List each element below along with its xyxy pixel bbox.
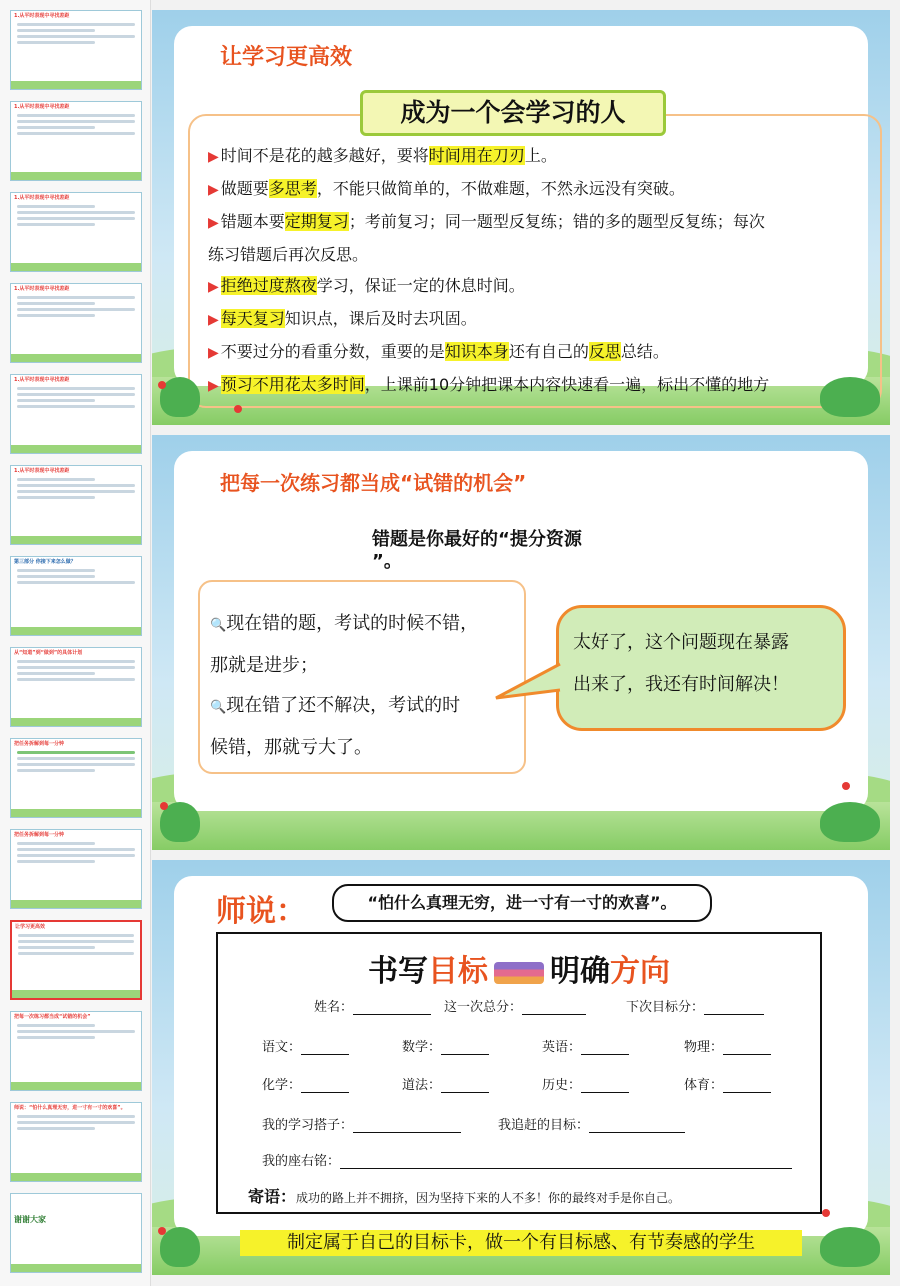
slide-thumbnail-panel — [0, 0, 151, 1286]
bullet-item: ▶ 时间不是花的越多越好，要将时间用在刀刃上。 — [208, 146, 557, 165]
thumbnail-title: 让学习更高效 — [15, 924, 46, 930]
chinese-field[interactable]: 语文： — [262, 1036, 349, 1055]
bullet-item: ▶ 预习不用花太多时间，上课前10分钟把课本内容快速看一遍，标出不懂的地方 — [208, 375, 770, 394]
thumbnail-title: 1.从平时表现中寻找差距 — [14, 286, 70, 292]
goal-card — [216, 932, 822, 1214]
statement-card — [198, 580, 526, 774]
footer-slogan: 制定属于自己的目标卡，做一个有目标感、有节奏感的学生 — [240, 1230, 802, 1256]
slide-thumbnail[interactable] — [10, 1102, 142, 1182]
name-field[interactable]: 姓名： — [314, 996, 431, 1015]
goal-card-title: 书写目标 明确方向 — [368, 954, 670, 989]
slide-heading: 师说： — [216, 894, 306, 929]
chase-target-field[interactable]: 我追赶的目标： — [498, 1114, 685, 1133]
thumbnail-title: 1.从平时表现中寻找差距 — [14, 104, 70, 110]
books-icon — [494, 962, 544, 984]
slide-heading: 把每一次练习都当成“试错的机会” — [220, 471, 527, 495]
bullet-item: ▶ 做题要多思考，不能只做简单的，不做难题，不然永远没有突破。 — [208, 179, 685, 198]
bullet-item-cont: 练习错题后再次反思。 — [208, 245, 369, 264]
thumbnail-title: 把任务拆解到每一分钟 — [14, 832, 65, 838]
bullet-list — [208, 140, 858, 402]
slide-thumbnail[interactable] — [10, 556, 142, 636]
slide-thumbnail[interactable] — [10, 101, 142, 181]
subheading: 错题是你最好的“提分资源 — [372, 529, 582, 550]
chemistry-field[interactable]: 化学： — [262, 1074, 349, 1093]
history-field[interactable]: 历史： — [542, 1074, 629, 1093]
message-line: 寄语：成功的路上并不拥挤，因为坚持下来的人不多！你的最终对手是你自己。 — [248, 1187, 681, 1206]
bullet-item: ▶ 不要过分的看重分数，重要的是知识本身还有自己的反思总结。 — [208, 342, 669, 361]
physics-field[interactable]: 物理： — [684, 1036, 771, 1055]
english-field[interactable]: 英语： — [542, 1036, 629, 1055]
slide-1 — [152, 10, 890, 425]
slide-thumbnail[interactable] — [10, 283, 142, 363]
study-partner-field[interactable]: 我的学习搭子： — [262, 1114, 461, 1133]
thumbnail-title: 从“知道”到“做到”的具体计划 — [14, 650, 83, 656]
thumbnail-title: 1.从平时表现中寻找差距 — [14, 195, 70, 201]
bubble-line: 太好了，这个问题现在暴露 — [573, 632, 789, 653]
subheading-cont: ”。 — [372, 551, 402, 572]
slide-thumbnail[interactable] — [10, 374, 142, 454]
this-score-field[interactable]: 这一次总分： — [444, 996, 586, 1015]
bullet-item: ▶ 错题本要定期复习；考前复习；同一题型反复练；错的多的题型反复练；每次 — [208, 212, 765, 231]
statement-line: 候错，那就亏大了。 — [210, 737, 372, 758]
slide-thumbnail[interactable] — [10, 647, 142, 727]
slide-thumbnail-active[interactable] — [10, 920, 142, 1000]
slide-thumbnail[interactable] — [10, 10, 142, 90]
statement-line: 那就是进步； — [210, 655, 318, 676]
bullet-item: ▶ 拒绝过度熬夜学习，保证一定的休息时间。 — [208, 276, 525, 295]
quote-bubble: “怕什么真理无穷，进一寸有一寸的欢喜”。 — [332, 884, 712, 922]
math-field[interactable]: 数学： — [402, 1036, 489, 1055]
thumbnail-title: 1.从平时表现中寻找差距 — [14, 13, 70, 19]
slide-thumbnail[interactable] — [10, 1193, 142, 1273]
bubble-line: 出来了，我还有时间解决！ — [573, 674, 789, 695]
slide-thumbnail[interactable] — [10, 1011, 142, 1091]
slide-banner: 成为一个会学习的人 — [360, 90, 666, 136]
statement-line: 🔍现在错的题，考试的时候不错， — [210, 613, 479, 634]
slide-thumbnail[interactable] — [10, 738, 142, 818]
morality-field[interactable]: 道法： — [402, 1074, 489, 1093]
next-score-field[interactable]: 下次目标分： — [626, 996, 764, 1015]
thumbnail-title: 把任务拆解到每一分钟 — [14, 741, 65, 747]
thumbnail-title: 第三部分 你接下来怎么做？ — [14, 559, 76, 565]
statement-line: 🔍现在错了还不解决，考试的时 — [210, 695, 461, 716]
slide-thumbnail[interactable] — [10, 465, 142, 545]
search-icon: 🔍 — [210, 618, 227, 633]
slide-thumbnail[interactable] — [10, 829, 142, 909]
pe-field[interactable]: 体育： — [684, 1074, 771, 1093]
search-icon: 🔍 — [210, 700, 227, 715]
slide-thumbnail[interactable] — [10, 192, 142, 272]
bubble-tail — [492, 660, 562, 720]
slide-heading: 让学习更高效 — [220, 45, 353, 70]
speech-bubble — [556, 605, 846, 731]
thumbnail-title: 谢谢大家 — [14, 1215, 46, 1224]
thumbnail-title: 1.从平时表现中寻找差距 — [14, 468, 70, 474]
slide-2 — [152, 435, 890, 850]
bullet-item: ▶ 每天复习知识点，课后及时去巩固。 — [208, 309, 477, 328]
thumbnail-title: 1.从平时表现中寻找差距 — [14, 377, 70, 383]
motto-field[interactable]: 我的座右铭： — [262, 1150, 792, 1169]
thumbnail-title: 师说：“怕什么真理无穷，进一寸有一寸的欢喜”。 — [14, 1105, 126, 1111]
thumbnail-title: 把每一次练习都当成“试错的机会” — [14, 1014, 91, 1020]
